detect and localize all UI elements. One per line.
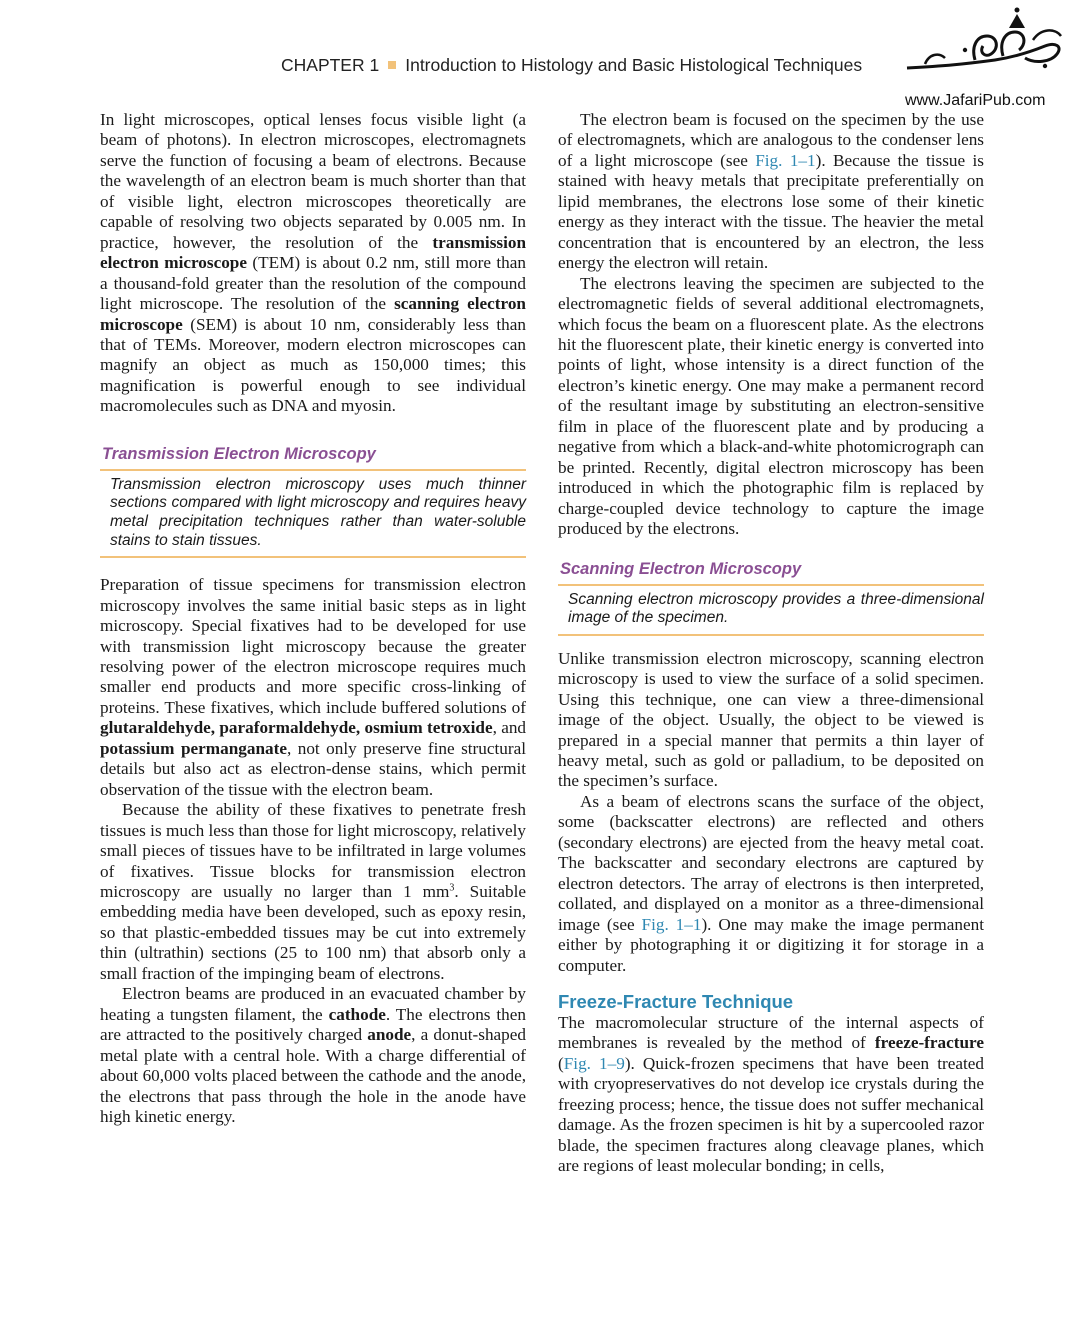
paragraph: As a beam of electrons scans the surface of the object, some (backscatter electrons) are reflected and others (secondary electrons) are ejected from the heavy metal coat. The backscatter and secondary electrons are captured by electron detectors. The array of electrons is then interpreted, collated, and displayed on a monitor as a three-dimensional image (see Fig. 1–1). One may make the image permanent either by photographing it or digitizing it for storage in a computer. (558, 791, 984, 975)
watermark-url: www.JafariPub.com (905, 92, 1046, 109)
paragraph: Unlike transmission electron microscopy, scanning electron microscopy is used to view the surface of a solid specimen. Using this technique, one can view a three-dimensional image of the object. Usually, the object to be viewed is prepared in a special manner that permits a thin layer of heavy metal, such as gold or palladium, to be deposited on the specimen’s surface. (558, 648, 984, 791)
paragraph: Electron beams are produced in an evacuated chamber by heating a tungsten filament, the cathode. The electrons then are attracted to the positively charged anode, a donut-shaped metal plate with a central hole. With a charge differential of about 60,000 volts placed between the cathode and the anode, the electrons that pass through the hole in the anode have high kinetic energy. (100, 984, 526, 1126)
paragraph: In light microscopes, optical lenses focus visible light (a beam of photons). In electron microscopes, electromagnets serve the function of focusing a beam of electrons. Because the wavelength of an electron beam is much shorter than that of visible light, electron microscopes theoretically are capable of resolving two objects separated by 0.005 nm. In practice, however, the resolution of the transmission electron microscope (TEM) is about 0.2 nm, still more than a thousand-fold greater than the resolution of the compound light microscope. The resolution of the scanning electron microscope (SEM) is about 10 nm, considerably less than that of TEMs. Moreover, modern electron microscopes can magnify an object as much as 150,000 times; this magnification is powerful enough to see individual macromolecules such as DNA and myosin. (100, 110, 526, 416)
calligraphic-logo-icon (905, 6, 1065, 96)
left-column (100, 110, 526, 1127)
square-bullet-icon (388, 61, 396, 69)
publisher-watermark (905, 6, 1065, 116)
chapter-label: CHAPTER 1 (281, 55, 380, 75)
paragraph: The electron beam is focused on the specimen by the use of electromagnets, which are analogous to the condenser lens of a light microscope (see Fig. 1–1). Because the tissue is stained with heavy metals that precipitate preferentially on lipid membranes, the electrons lose some of their kinetic energy as they interact with the tissue. The heavier the metal concentration that is encountered by an electron, the less energy the electron will retain. (558, 110, 984, 273)
figure-reference-link[interactable]: Fig. 1–9 (563, 1053, 625, 1073)
summary-box-sem: Scanning electron microscopy provides a three-dimensional image of the specimen. (558, 584, 984, 636)
running-head (281, 55, 862, 76)
section-heading-freeze-fracture: Freeze-Fracture Technique (558, 990, 794, 1012)
figure-reference-link[interactable]: Fig. 1–1 (755, 150, 816, 170)
section-heading-tem: Transmission Electron Microscopy (102, 444, 376, 463)
chapter-title: Introduction to Histology and Basic Histological Techniques (405, 55, 863, 75)
right-column (558, 110, 984, 1177)
paragraph: Preparation of tissue specimens for transmission electron microscopy involves the same initial basic steps as in light microscopy. Special fixatives had to be developed for use with transmission light microscopy because the greater resolving power of the electron microscope requires much smaller end products and more specific cross-linking of proteins. These fixatives, which include buffered solutions of glutaraldehyde, paraformaldehyde, osmium tetroxide, and potassium permanganate, not only preserve fine structural details but also act as electron-dense stains, which permit observation of the tissue with the electron beam. (100, 575, 527, 799)
figure-reference-link[interactable]: Fig. 1–1 (641, 914, 702, 934)
paragraph: The electrons leaving the specimen are subjected to the electromagnetic fields of several additional electromagnets, which focus the beam on a fluorescent plate. As the electrons hit the fluorescent plate, their kinetic energy is converted into points of light, whose intensity is a direct function of the electron’s kinetic energy. One may make a permanent record of the resultant image by substituting an electron-sensitive film in place of the fluorescent plate and by producing a negative from which a black-and-white photomicrograph can be printed. Recently, digital electron microscopy has been introduced in which the photographic film is replaced by charge-coupled device technology to capture the image produced by the electrons. (558, 273, 984, 539)
paragraph: Because the ability of these fixatives to penetrate fresh tissues is much less than those for light microscopy, relatively small pieces of tissues have to be infiltrated in large volumes of fixatives. Tissue blocks for transmission electron microscopy are usually no larger than 1 $mm^3$. Suitable embedding media have been developed, such as epoxy resin, so that plastic-embedded tissues may be cut into extremely thin (ultrathin) sections (25 to 100 nm) that absorb only a small fraction of the impinging beam of electrons. (100, 800, 526, 983)
paragraph: The macromolecular structure of the internal aspects of membranes is revealed by the method of freeze-fracture (Fig. 1–9). Quick-frozen specimens that have been treated with cryopreservatives do not develop ice crystals during the freezing process; hence, the tissue does not suffer mechanical damage. As the frozen specimen is hit by a supercooled razor blade, the specimen fractures along cleavage planes, which are regions of least molecular bonding; in cells, (558, 1012, 984, 1176)
section-heading-sem: Scanning Electron Microscopy (560, 559, 802, 578)
summary-box-tem: Transmission electron microscopy uses much thinner sections compared with light microscopy and requires heavy metal precipitation techniques rather than water-soluble stains to stain tissues. (100, 469, 526, 558)
